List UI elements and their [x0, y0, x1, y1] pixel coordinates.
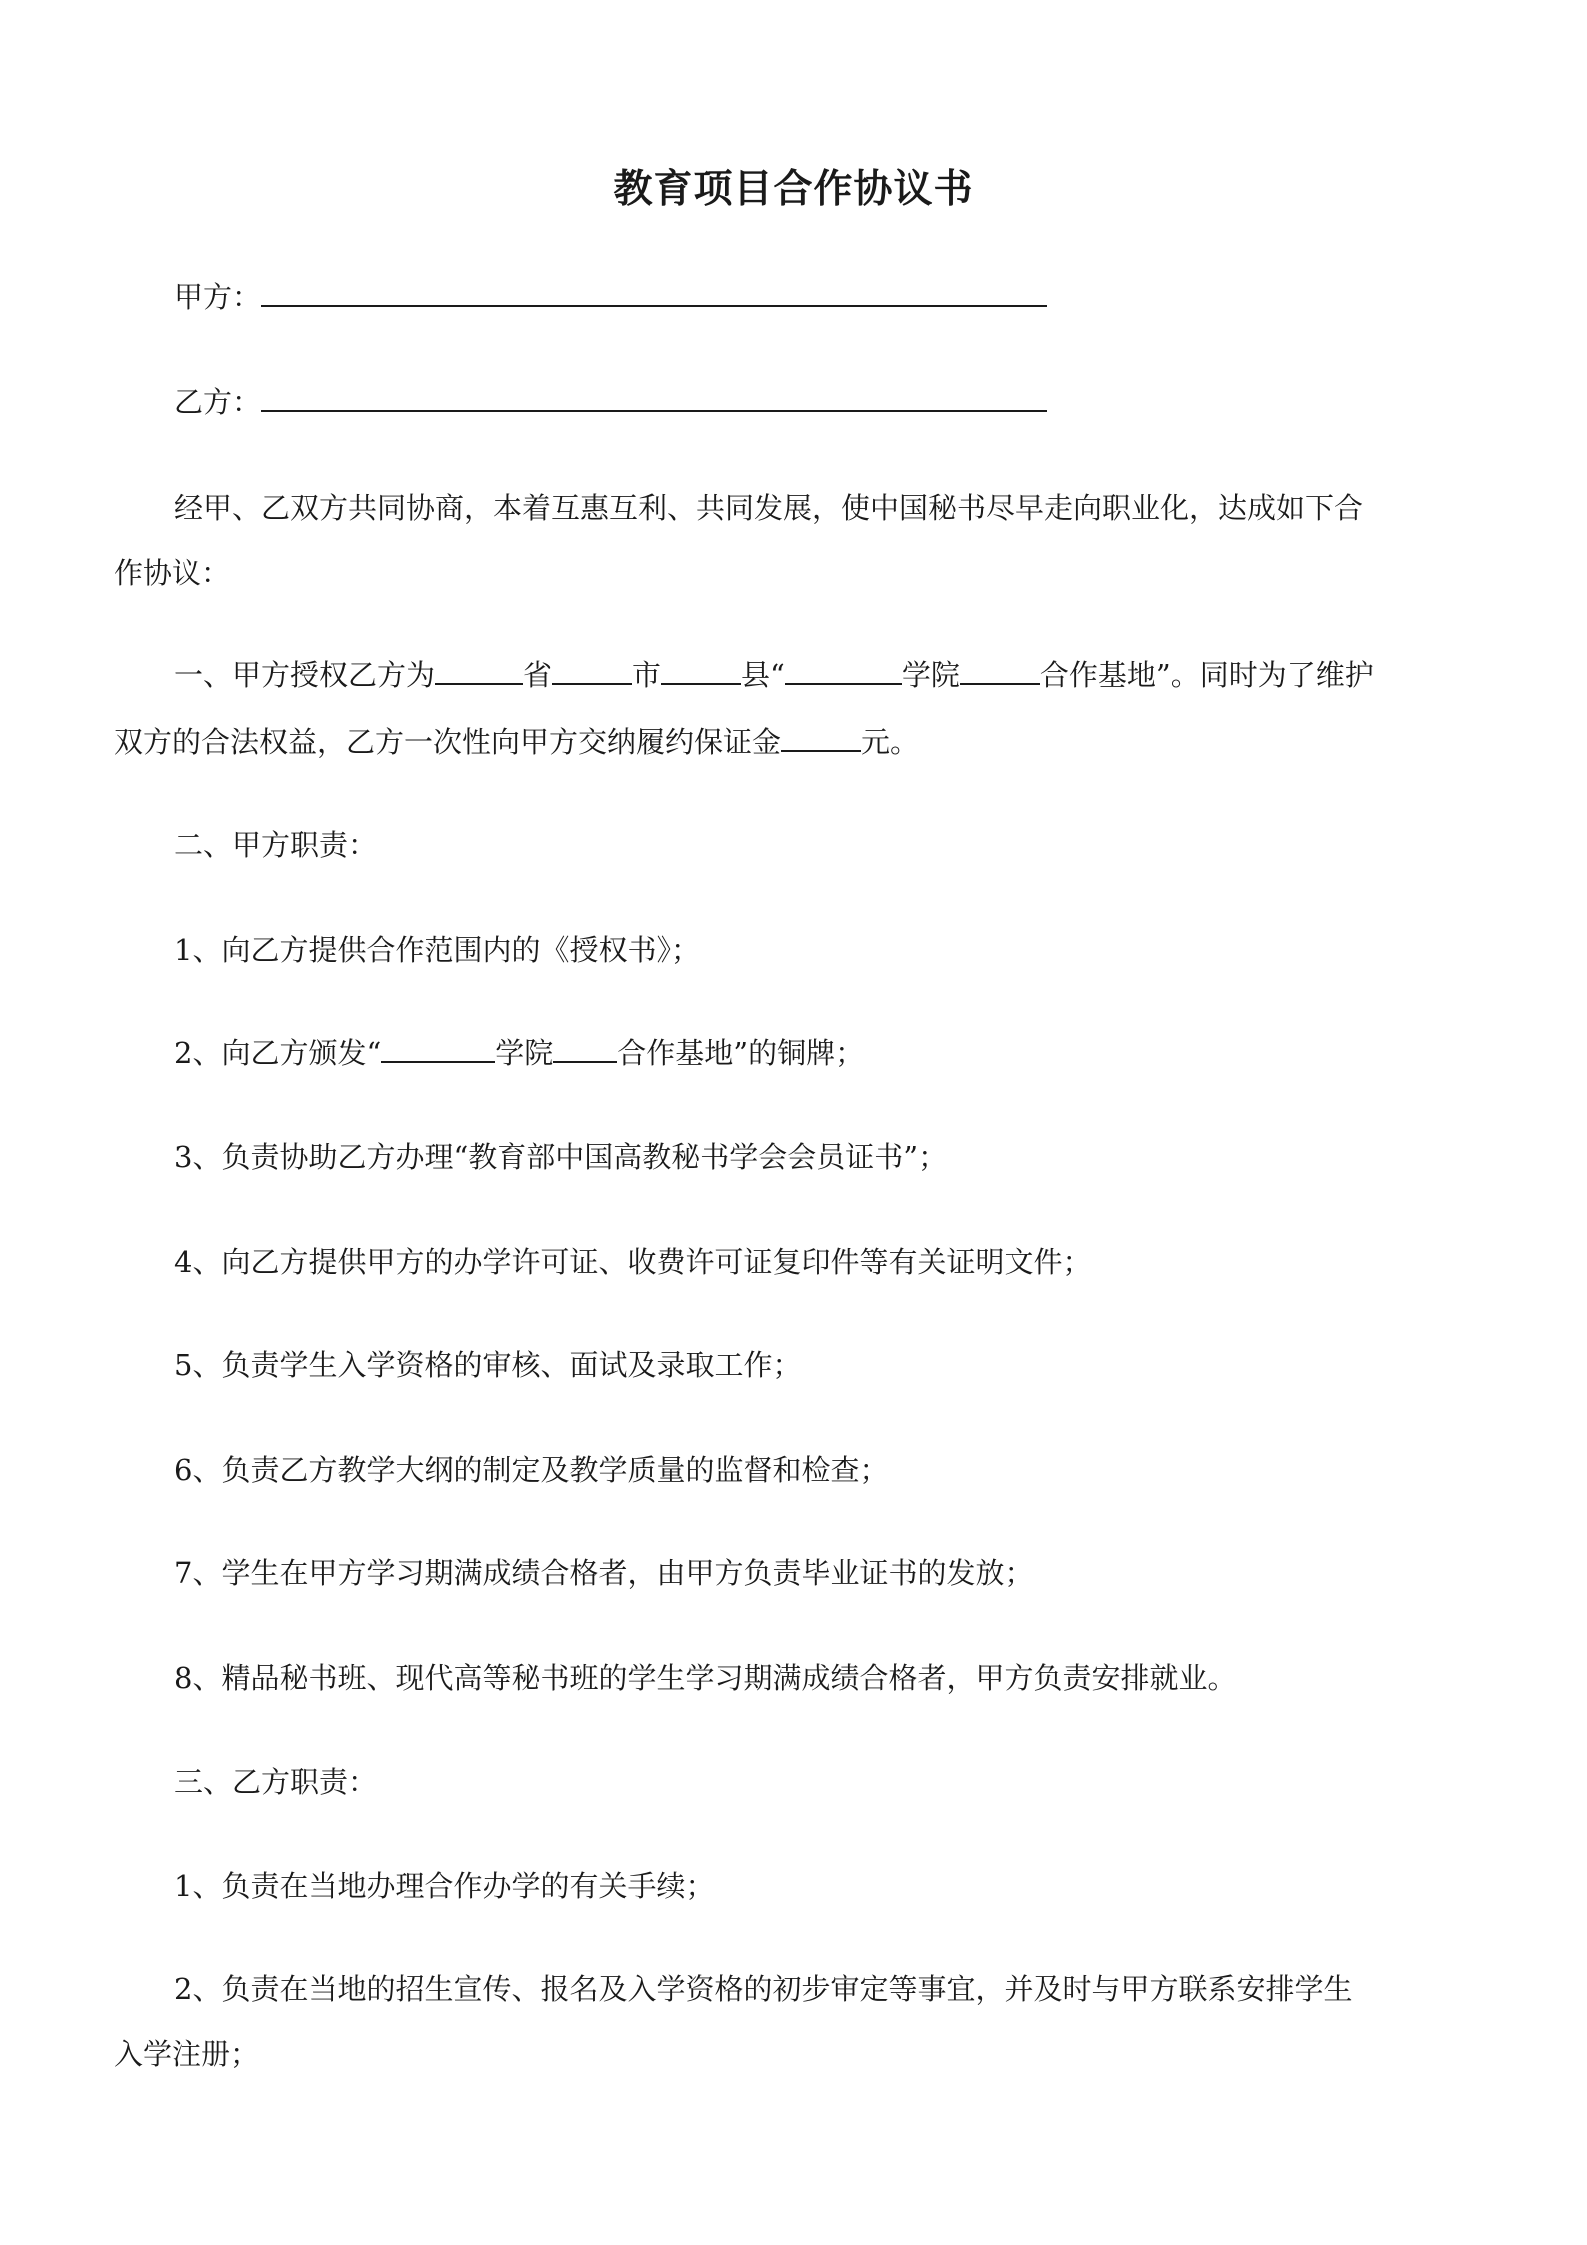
a-item-2-text-3: 合作基地”的铜牌；	[617, 1036, 865, 1070]
medal-college-blank[interactable]	[381, 1035, 495, 1063]
intro-line-2: 作协议：	[114, 556, 231, 590]
clause1-line-2	[114, 722, 919, 762]
clause1-text-8: 元。	[861, 725, 920, 759]
b-item-2-line-2: 入学注册；	[114, 2037, 260, 2071]
a-item-5: 5、负责学生入学资格的审核、面试及录取工作；	[174, 1348, 802, 1382]
medal-base-blank[interactable]	[553, 1035, 617, 1063]
clause1-text-2: 省	[523, 658, 553, 692]
deposit-blank[interactable]	[781, 724, 861, 752]
party-b-blank[interactable]	[261, 384, 1047, 412]
college-blank[interactable]	[785, 657, 902, 685]
section3-heading: 三、乙方职责：	[174, 1765, 378, 1799]
base-blank[interactable]	[960, 657, 1040, 685]
clause1-text-6: 合作基地”。同时为了维护	[1039, 658, 1374, 692]
a-item-2	[174, 1033, 864, 1073]
a-item-2-text-2: 学院	[495, 1036, 554, 1070]
a-item-1: 1、向乙方提供合作范围内的《授权书》；	[174, 933, 700, 967]
intro-line-1: 经甲、乙双方共同协商，本着互惠互利、共同发展，使中国秘书尽早走向职业化，达成如下合	[174, 491, 1364, 525]
party-a-blank[interactable]	[261, 279, 1047, 307]
a-item-2-text-1: 2、向乙方颁发“	[174, 1036, 382, 1070]
clause1-line-1	[174, 655, 1374, 695]
party-a-line	[174, 277, 1047, 317]
clause1-text-1: 一、甲方授权乙方为	[174, 658, 436, 692]
section2-heading: 二、甲方职责：	[174, 828, 378, 862]
clause1-text-4: 县“	[741, 658, 785, 692]
a-item-6: 6、负责乙方教学大纲的制定及教学质量的监督和检查；	[174, 1453, 889, 1487]
a-item-7: 7、学生在甲方学习期满成绩合格者，由甲方负责毕业证书的发放；	[174, 1556, 1034, 1590]
party-b-line	[174, 382, 1047, 422]
a-item-8: 8、精品秘书班、现代高等秘书班的学生学习期满成绩合格者，甲方负责安排就业。	[174, 1661, 1237, 1695]
county-blank[interactable]	[661, 657, 741, 685]
b-item-1: 1、负责在当地办理合作办学的有关手续；	[174, 1869, 715, 1903]
clause1-text-5: 学院	[901, 658, 960, 692]
province-blank[interactable]	[435, 657, 523, 685]
clause1-text-7: 双方的合法权益，乙方一次性向甲方交纳履约保证金	[114, 725, 782, 759]
party-b-label: 乙方：	[174, 385, 262, 419]
party-a-label: 甲方：	[174, 280, 262, 314]
b-item-2-line-1: 2、负责在当地的招生宣传、报名及入学资格的初步审定等事宜，并及时与甲方联系安排学生	[174, 1972, 1353, 2006]
a-item-4: 4、向乙方提供甲方的办学许可证、收费许可证复印件等有关证明文件；	[174, 1245, 1092, 1279]
clause1-text-3: 市	[632, 658, 662, 692]
a-item-3: 3、负责协助乙方办理“教育部中国高教秘书学会会员证书”；	[174, 1140, 948, 1174]
city-blank[interactable]	[552, 657, 632, 685]
document-title: 教育项目合作协议书	[613, 166, 974, 212]
